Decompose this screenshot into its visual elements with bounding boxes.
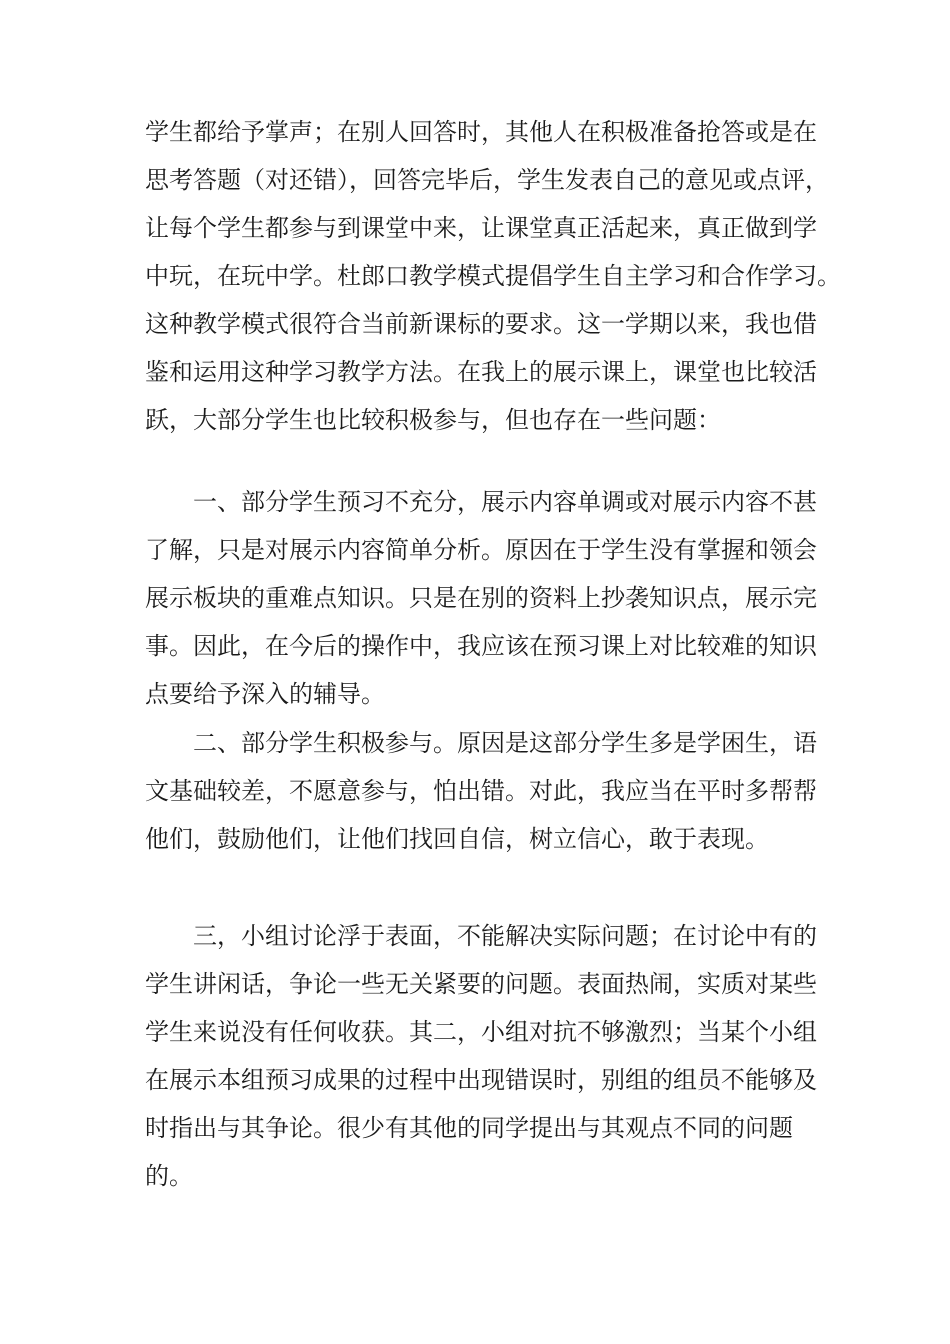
text-line: 在展示本组预习成果的过程中出现错误时，别组的组员不能够及 bbox=[145, 1066, 817, 1094]
text-line: 鉴和运用这种学习教学方法。在我上的展示课上，课堂也比较活 bbox=[145, 358, 817, 386]
text-line: 中玩，在玩中学。杜郎口教学模式提倡学生自主学习和合作学习。 bbox=[145, 262, 841, 290]
text-line: 学生来说没有任何收获。其二，小组对抗不够激烈；当某个小组 bbox=[145, 1018, 817, 1046]
paragraph-point-three bbox=[145, 912, 825, 1200]
text-line: 思考答题（对还错），回答完毕后，学生发表自己的意见或点评， bbox=[145, 166, 829, 194]
paragraph-point-two bbox=[145, 719, 825, 863]
text-line: 事。因此，在今后的操作中，我应该在预习课上对比较难的知识 bbox=[145, 632, 817, 660]
text-line: 文基础较差，不愿意参与，怕出错。对此，我应当在平时多帮帮 bbox=[145, 777, 817, 805]
text-line: 学生讲闲话，争论一些无关紧要的问题。表面热闹，实质对某些 bbox=[145, 970, 817, 998]
text-line: 了解，只是对展示内容简单分析。原因在于学生没有掌握和领会 bbox=[145, 536, 817, 564]
text-line: 时指出与其争论。很少有其他的同学提出与其观点不同的问题 bbox=[145, 1114, 793, 1142]
text-line: 让每个学生都参与到课堂中来，让课堂真正活起来，真正做到学 bbox=[145, 214, 817, 242]
paragraph-intro-continued bbox=[145, 108, 841, 444]
text-line: 一、部分学生预习不充分，展示内容单调或对展示内容不甚 bbox=[193, 488, 817, 516]
text-line: 这种教学模式很符合当前新课标的要求。这一学期以来，我也借 bbox=[145, 310, 817, 338]
text-line: 跃，大部分学生也比较积极参与，但也存在一些问题： bbox=[145, 406, 721, 434]
text-line: 他们，鼓励他们，让他们找回自信，树立信心，敢于表现。 bbox=[145, 825, 769, 853]
text-line: 的。 bbox=[145, 1162, 193, 1190]
text-line: 三，小组讨论浮于表面，不能解决实际问题；在讨论中有的 bbox=[193, 922, 817, 950]
text-line: 二、部分学生积极参与。原因是这部分学生多是学困生，语 bbox=[193, 729, 817, 757]
text-line: 点要给予深入的辅导。 bbox=[145, 680, 385, 708]
paragraph-point-one bbox=[145, 478, 825, 718]
text-line: 学生都给予掌声；在别人回答时，其他人在积极准备抢答或是在 bbox=[145, 118, 817, 146]
text-line: 展示板块的重难点知识。只是在别的资料上抄袭知识点，展示完 bbox=[145, 584, 817, 612]
